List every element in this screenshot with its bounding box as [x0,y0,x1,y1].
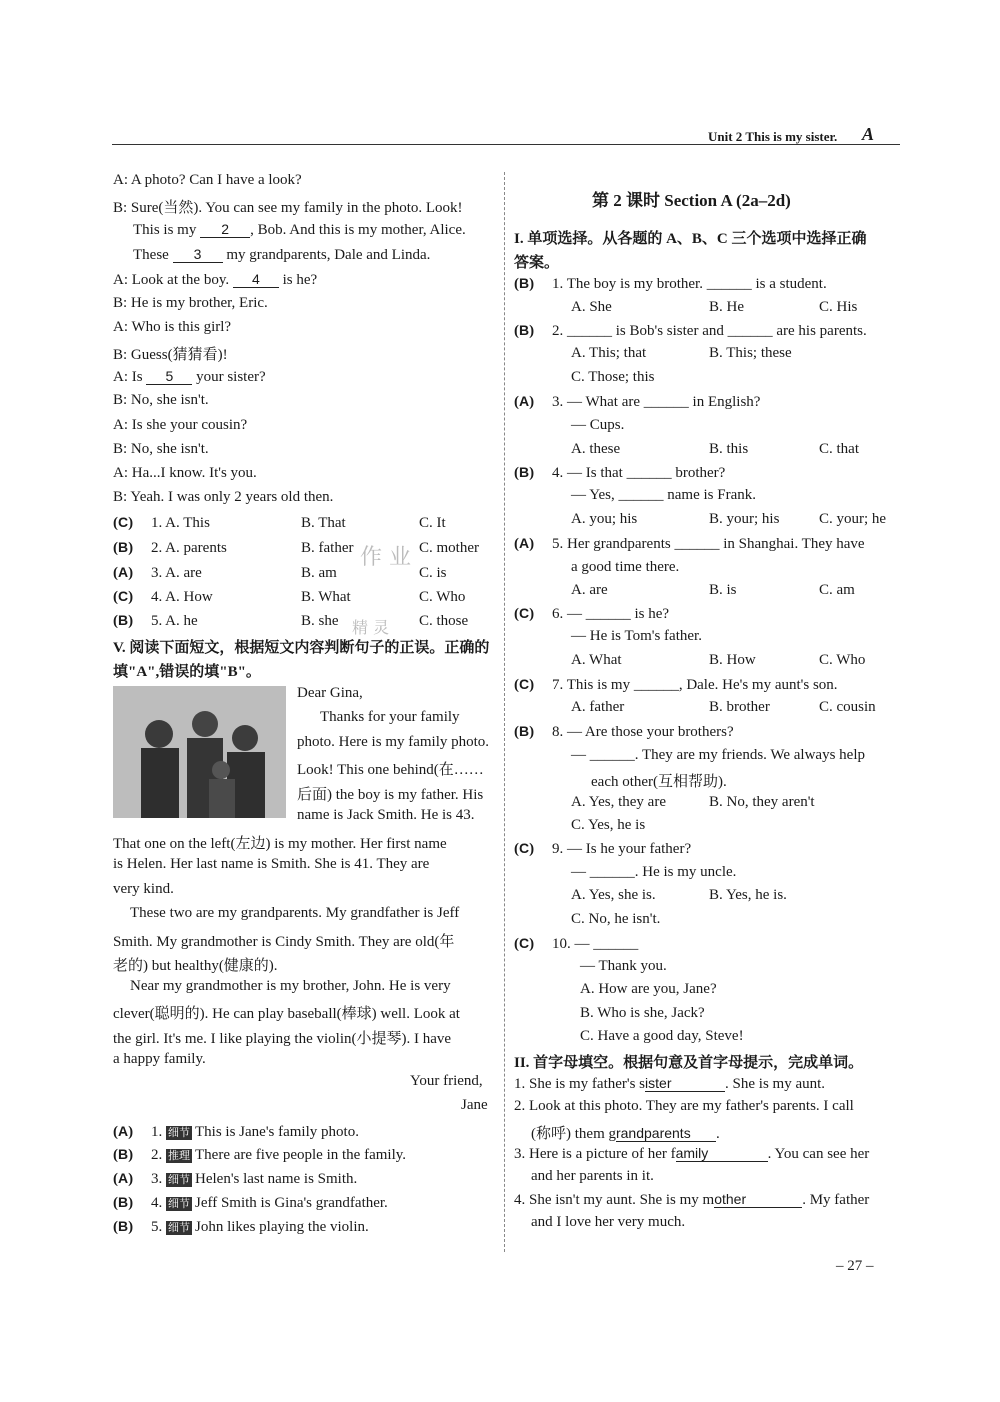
judge-row: (B) 2. 推理 There are five people in the family. [113,1146,407,1163]
cloze-pre: A: Look at the boy. [113,272,230,288]
dialogue-line: B: Sure(当然). You can see my family in the photo. Look! [113,200,463,216]
unit-title: Unit 2 This is my sister. [708,129,838,144]
logo-icon: A [862,124,875,144]
fill-answer: randparents [616,1125,716,1142]
dialogue-line: A: A photo? Can I have a look? [113,172,302,188]
mc-question: (A) 3. — What are ______ in English? [514,393,761,410]
mc-options: A. Yes, she is. B. Yes, he is. [571,887,787,903]
cloze-post: your sister? [196,369,266,385]
mc-question: (B) 4. — Is that ______ brother? [514,464,726,481]
judge-row: (A) 3. 细节 Helen's last name is Smith. [113,1170,358,1187]
mc-question: (B) 8. — Are those your brothers? [514,723,734,740]
dialogue-line: B: No, she isn't. [113,392,209,408]
mc-question: (A) 5. Her grandparents ______ in Shanghai. They have [514,535,865,552]
letter-line: photo. Here is my family photo. [297,734,490,750]
mc-options: A. are B. is C. am [571,582,855,598]
page-number: – 27 – [836,1258,874,1274]
mc-options: A. father B. brother C. cousin [571,699,876,715]
mc-question-cont: — He is Tom's father. [571,628,702,644]
mc-question: (C) 9. — Is he your father? [514,840,692,857]
cloze-pre: This is my [133,222,197,238]
watermark-text: 作 业 [360,545,411,570]
skill-tag: 细节 [168,1222,190,1234]
mc-option: A. How are you, Jane? [580,981,717,997]
skill-tag: 推理 [168,1150,190,1162]
mc-options: A. She B. He C. His [571,299,858,315]
cloze-pre: A: Is [113,369,143,385]
mc-question-cont: — ______. He is my uncle. [571,864,737,880]
lesson-title: 第 2 课时 Section A (2a–2d) [592,191,791,210]
fill-line: 4. She isn't my aunt. She is my mother . My father [514,1191,870,1208]
skill-tag: 细节 [168,1198,190,1210]
section5-title: V. 阅读下面短文，根据短文内容判断句子的正误。正确的填"A",错误的填"B"。 [113,640,490,680]
column-divider [504,172,505,1252]
cloze-pre: These [133,247,169,263]
mc-option: C. Have a good day, Steve! [580,1028,744,1044]
letter-line: That one on the left(左边) is my mother. Her first name [113,836,447,852]
mc-question-cont: — Cups. [571,417,625,433]
mc-option: C. Yes, he is [571,817,646,833]
judge-row: (B) 4. 细节 Jeff Smith is Gina's grandfather. [113,1194,388,1211]
cloze-answer-row: (C) 1. A. This B. That C. It [113,514,446,531]
mc-options: A. Yes, they are B. No, they aren't [571,794,815,810]
mc-question-cont: — Yes, ______ name is Frank. [571,487,757,503]
letter-line: 老的) but healthy(健康的). [113,958,278,974]
mc-question: (C) 7. This is my ______, Dale. He's my aunt's son. [514,676,838,693]
judge-row: (A) 1. 细节 This is Jane's family photo. [113,1123,359,1140]
cloze-answer-row: (A) 3. A. are B. am C. is [113,564,447,581]
dialogue-line: A: Who is this girl? [113,319,232,335]
cloze-post: , Bob. And this is my mother, Alice. [250,222,466,238]
fill-line: 1. She is my father's sister . She is my aunt. [514,1075,826,1092]
dialogue-line: B: Guess(猜猜看)! [113,347,228,363]
section2-title: II. 首字母填空。根据句意及首字母提示，完成单词。 [514,1055,864,1071]
mc-option: B. Who is she, Jack? [580,1005,705,1021]
letter-line: the girl. It's me. I like playing the violin(小提琴). I have [113,1031,452,1047]
watermark-text: 精 灵 [352,618,390,637]
skill-tag: 细节 [168,1127,190,1139]
fill-answer: amily [676,1145,768,1162]
fill-line: and I love her very much. [531,1214,686,1230]
mc-option: C. No, he isn't. [571,911,661,927]
judge-row: (B) 5. 细节 John likes playing the violin. [113,1218,369,1235]
mc-options: A. you; his B. your; his C. your; he [571,511,887,527]
cloze-blank-2: 2 [200,221,250,238]
letter-line: name is Jack Smith. He is 43. [297,807,475,823]
letter-line: Near my grandmother is my brother, John. He is very [130,978,451,994]
dialogue-line: B: He is my brother, Eric. [113,295,268,311]
section1-title-cont: 答案。 [514,255,560,271]
letter-greeting: Dear Gina, [297,685,363,701]
dialogue-line: A: Is she your cousin? [113,417,248,433]
letter-line: Smith. My grandmother is Cindy Smith. They are old(年 [113,934,455,950]
mc-options: A. What B. How C. Who [571,652,866,668]
cloze-blank-4: 4 [233,271,279,288]
fill-line: 2. Look at this photo. They are my father's parents. I call [514,1098,854,1114]
fill-answer: ister [645,1075,725,1092]
cloze-post: my grandparents, Dale and Linda. [226,247,431,263]
letter-line: very kind. [113,881,174,897]
mc-question: (B) 1. The boy is my brother. ______ is a student. [514,275,827,292]
cloze-post: is he? [282,272,318,288]
section1-title: I. 单项选择。从各题的 A、B、C 三个选项中选择正确 [514,231,867,247]
mc-question: (B) 2. ______ is Bob's sister and ______ are his parents. [514,322,867,339]
cloze-answer-row: (B) 5. A. he B. she C. those [113,612,469,629]
fill-line: 3. Here is a picture of her family . You can see her [514,1145,870,1162]
letter-line: Thanks for your family [320,709,460,725]
cloze-blank-3: 3 [173,246,223,263]
letter-line: is Helen. Her last name is Smith. She is 41. They are [113,856,430,872]
mc-question: (C) 10. — ______ [514,935,639,952]
mc-question-cont: — ______. They are my friends. We always help [571,747,866,763]
dialogue-line: B: Yeah. I was only 2 years old then. [113,489,334,505]
letter-closing: Your friend, [410,1073,483,1089]
dialogue-line: A: Ha...I know. It's you. [113,465,257,481]
mc-question-cont: a good time there. [571,559,680,575]
family-photo-image [113,686,286,818]
mc-question-cont: each other(互相帮助). [591,774,727,790]
cloze-answer-row: (C) 4. A. How B. What C. Who [113,588,466,605]
mc-options: A. This; that B. This; these [571,345,792,361]
letter-line: 后面) the boy is my father. His [297,787,484,803]
fill-line: (称呼) them grandparents . [531,1125,720,1142]
letter-line: clever(聪明的). He can play baseball(棒球) well. Look at [113,1006,460,1022]
mc-question: (C) 6. — ______ is he? [514,605,670,622]
letter-line: a happy family. [113,1051,206,1067]
cloze-blank-5: 5 [146,368,192,385]
cloze-line-3 [113,271,317,289]
letter-signature: Jane [461,1097,488,1113]
fill-line: and her parents in it. [531,1168,654,1184]
cloze-line-1 [133,221,466,239]
letter-line: Look! This one behind(在…… [297,762,484,778]
mc-question-cont: — Thank you. [580,958,667,974]
cloze-line-4 [113,368,266,386]
fill-answer: other [714,1191,802,1208]
dialogue-line: B: No, she isn't. [113,441,209,457]
mc-option: C. Those; this [571,369,655,385]
cloze-answer-row: (B) 2. A. parents B. father C. mother [113,539,479,556]
mc-options: A. these B. this C. that [571,441,859,457]
cloze-line-2 [133,246,430,264]
family-photo [113,686,286,818]
skill-tag: 细节 [168,1174,190,1186]
letter-line: These two are my grandparents. My grandfather is Jeff [130,905,460,921]
